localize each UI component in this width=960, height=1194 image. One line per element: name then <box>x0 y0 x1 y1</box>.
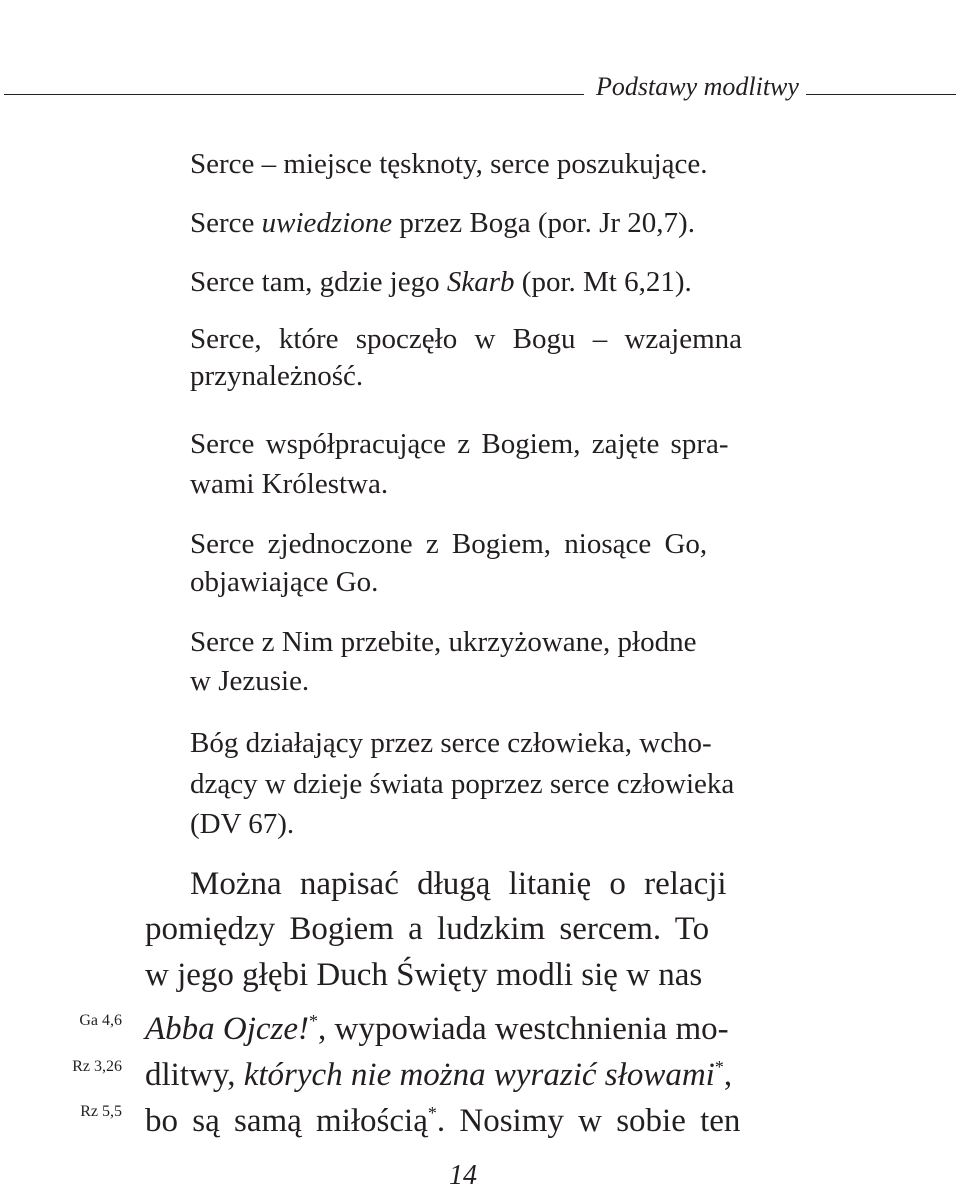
paragraph-line: Można napisać długą litanię o relacji <box>190 866 727 902</box>
margin-ref-ga: Ga 4,6 <box>79 1012 122 1029</box>
litany-line: Bóg działający przez serce człowieka, wcho- <box>190 727 712 759</box>
margin-ref-rz-5: Rz 5,5 <box>80 1103 122 1120</box>
header-rule-left <box>4 94 584 95</box>
litany-line: Serce, które spoczęło w Bogu – wzajemna <box>190 323 743 355</box>
paragraph-line: w jego głębi Duch Święty modli się w nas <box>145 957 703 993</box>
litany-line: Serce współpracujące z Bogiem, zajęte spra- <box>190 428 729 460</box>
paragraph-line: bo są samą miłością*. Nosimy w sobie ten <box>145 1103 741 1139</box>
header-title: Podstawy modlitwy <box>596 72 799 101</box>
header-rule-right <box>806 94 956 95</box>
litany-line: objawiające Go. <box>190 566 379 598</box>
litany-line: wami Królestwa. <box>190 468 389 500</box>
paragraph-line: dlitwy, których nie można wyrazić słowami*, <box>145 1057 733 1093</box>
litany-line: (DV 67). <box>190 808 295 840</box>
litany-line: w Jezusie. <box>190 665 310 697</box>
margin-ref-rz-3: Rz 3,26 <box>72 1058 122 1075</box>
litany-line: przynależność. <box>190 360 364 392</box>
paragraph-line: Abba Ojcze!*, wypowiada westchnienia mo- <box>145 1011 729 1047</box>
litany-line: dzący w dzieje świata poprzez serce człowieka <box>190 768 735 800</box>
litany-line: Serce z Nim przebite, ukrzyżowane, płodne <box>190 626 697 658</box>
litany-line: Serce – miejsce tęsknoty, serce poszukujące. <box>190 148 708 180</box>
litany-line: Serce tam, gdzie jego Skarb (por. Mt 6,21). <box>190 266 692 298</box>
litany-line: Serce uwiedzione przez Boga (por. Jr 20,7). <box>190 207 695 239</box>
paragraph-line: pomiędzy Bogiem a ludzkim sercem. To <box>145 911 710 947</box>
litany-line: Serce zjednoczone z Bogiem, niosące Go, <box>190 528 708 560</box>
page-number: 14 <box>449 1160 477 1191</box>
